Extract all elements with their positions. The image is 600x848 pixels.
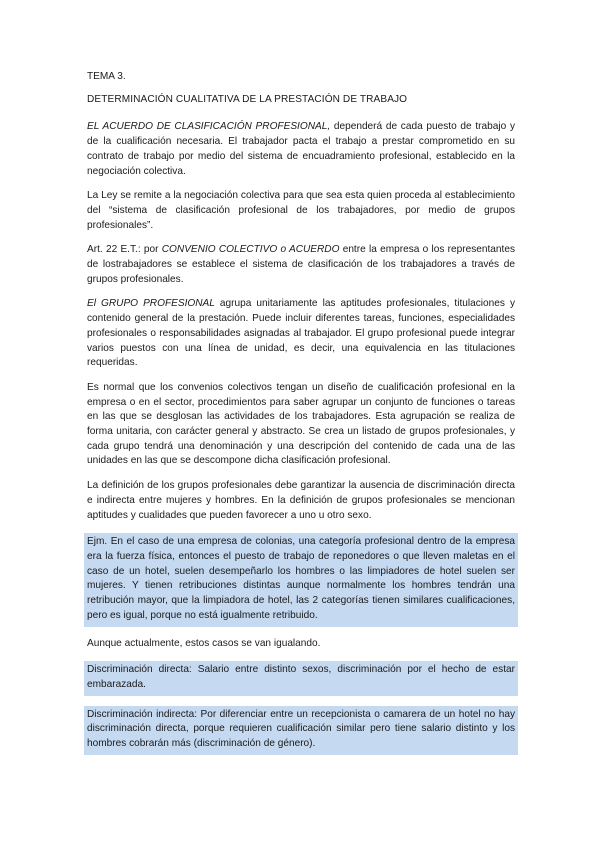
term-acuerdo-clasificacion: EL ACUERDO DE CLASIFICACIÓN PROFESIONAL, (87, 121, 331, 133)
art-22-text: entre la empresa o los representantes de lostrabajadores se establece el sistema de clasificación de los trabajadores a través de grupos profesionales. (87, 244, 515, 285)
topic-number: TEMA 3. (87, 71, 126, 82)
paragraph-definicion-grupos: La definición de los grupos profesionales debe garantizar la ausencia de discriminación directa e indirecta entre mujeres y hombres. En la definición de grupos profesionales se mencionan aptitudes y cualidades que pueden favorecer a uno u otro sexo. (87, 480, 515, 521)
example-highlight: Ejm. En el caso de una empresa de colonias, una categoría profesional dentro de la empresa era la fuerza física, entonces el puesto de trabajo de reponedores o que lleven maletas en el caso de un hotel, suelen desempeñarlo los hombres o las limpiadores de hotel suelen ser mujeres. Y tienen retribuciones distintas aunque normalmente los hombres tendrán una retribución mayor, que la limpiadora de hotel, las 2 categorías tienen similares cualificaciones, pero es igual, porque no está igualmente retribuido. (84, 533, 518, 626)
paragraph-acuerdo-clasificacion (87, 120, 515, 179)
paragraph-convenios: Es normal que los convenios colectivos tengan un diseño de cualificación profesional en la empresa o en el sector, procedimientos para saber agrupar un conjunto de funciones o tareas en las que se desglosan las actividades de los trabajadores. Esta agrupación se realiza de forma unitaria, con carácter general y abstracto. Se crea un listado de grupos profesionales, y cada grupo tendrá una denominación y una descripción del contenido de cada una de las unidades en las que se descompone dicha clasificación profesional. (87, 381, 515, 467)
discriminacion-directa-highlight: Discriminación directa: Salario entre distinto sexos, discriminación por el hecho de estar embarazada. (84, 661, 518, 695)
paragraph-ley: La Ley se remite a la negociación colectiva para que sea esta quien proceda al establecimiento del “sistema de clasificación profesional de los trabajadores, por medio de grupos profesionales”. (87, 190, 515, 231)
discriminacion-indirecta-highlight: Discriminación indirecta: Por diferenciar entre un recepcionista o camarera de un hotel no hay discriminación directa, porque requieren cualificación similar pero tiene salario distinto y los hombres cobrarán más (discriminación de género). (84, 706, 518, 755)
paragraph-art-22 (87, 243, 515, 287)
paragraph-acuerdo-text: dependerá de cada puesto de trabajo y de la cualificación necesaria. El trabajador pacta el trabajo a prestar comprometido en su contrato de trabajo por medio del sistema de encuadramiento profesional, establecido en la negociación colectiva. (87, 121, 515, 177)
document-title: DETERMINACIÓN CUALITATIVA DE LA PRESTACIÓN DE TRABAJO (87, 93, 408, 105)
grupo-profesional-text: agrupa unitariamente las aptitudes profesionales, titulaciones y contenido general de la prestación. Puede incluir diferentes tareas, funciones, especialidades profesionales o responsabilidades asignadas al trabajador. El grupo profesional puede integrar varios puestos con una línea de unidad, es decir, una equivalencia en las titulaciones requeridas. (87, 298, 515, 369)
document-page (87, 70, 515, 765)
paragraph-grupo-profesional (87, 297, 515, 371)
term-grupo-profesional: El GRUPO PROFESIONAL (87, 298, 215, 310)
term-convenio-colectivo: CONVENIO COLECTIVO o ACUERDO (161, 244, 340, 256)
art-22-lead: Art. 22 E.T.: por (87, 244, 162, 256)
paragraph-igualando: Aunque actualmente, estos casos se van igualando. (87, 637, 321, 649)
